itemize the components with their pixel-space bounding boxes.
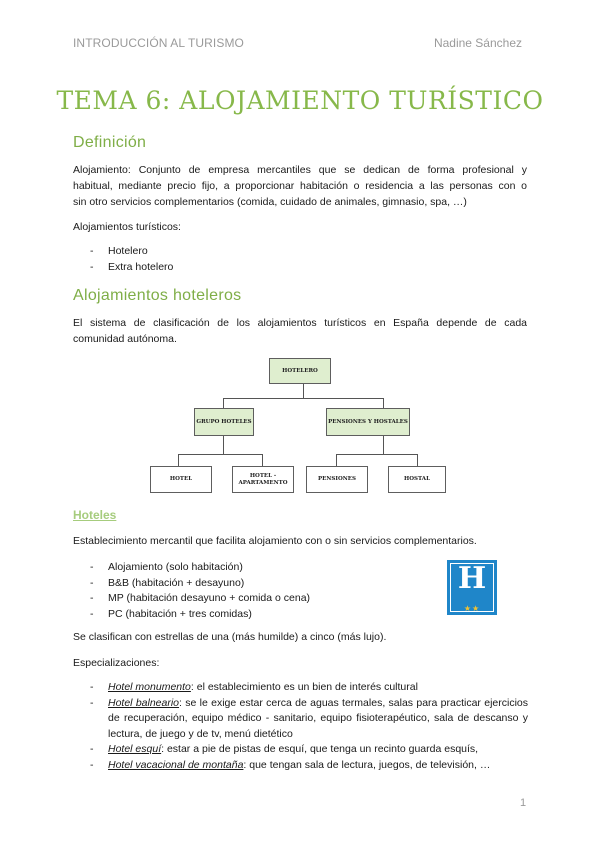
regimen-list [90, 560, 310, 622]
term-description: : estar a pie de pistas de esquí, que tenga un recinto guarda esquís, [161, 743, 479, 755]
term-hotel-esqui: Hotel esquí [108, 743, 162, 755]
list-item [90, 758, 528, 774]
connector [336, 454, 337, 466]
hoteleros-line-2: comunidad autónoma. [73, 333, 177, 345]
hotel-sign-image [447, 560, 497, 615]
diagram-node-grupo-hoteles: GRUPO HOTELES [194, 408, 254, 436]
hotel-sign-letter: H [457, 561, 487, 596]
heading-definicion: Definición [73, 134, 147, 151]
header-course-title: INTRODUCCIÓN AL TURISMO [73, 36, 244, 50]
list-item: - Alojamiento (solo habitación) [90, 560, 310, 576]
definition-line-1: Alojamiento: Conjunto de empresa mercantiles que se dedican de forma profesional y [73, 164, 527, 176]
connector [417, 454, 418, 466]
diagram-node-pensiones: PENSIONES [306, 466, 368, 493]
hoteleros-line-1: El sistema de clasificación de los alojamientos turísticos en España depende de cada [73, 317, 527, 329]
definition-line-2: habitual, mediante precio fijo, a proporcionar habitación o residencia a las personas con o [73, 180, 527, 192]
page-number: 1 [520, 797, 527, 809]
term-description: : se le exige estar cerca de aguas termales, salas para practicar ejercicios de recuperación, equipo médico - sanitario, equipo fisioterapéutico, sala de descanso y lectura, de juego y de tv, menú dietético [108, 696, 529, 740]
connector [383, 436, 384, 454]
term-description: : el establecimiento es un bien de interés cultural [190, 681, 418, 693]
list-item: - Extra hotelero [90, 260, 173, 276]
heading-hoteles: Hoteles [73, 508, 117, 522]
diagram-node-hostal: HOSTAL [388, 466, 446, 493]
term-description: : que tengan sala de lectura, juegos, de televisión, … [243, 758, 491, 771]
connector [303, 384, 304, 398]
list-item: - Hotelero [90, 244, 173, 260]
classification-diagram [148, 358, 458, 498]
term-hotel-balneario: Hotel balneario [108, 696, 180, 709]
star-icon: ★★ [463, 604, 481, 613]
connector [223, 398, 383, 399]
diagram-node-pensiones-hostales: PENSIONES Y HOSTALES [326, 408, 410, 436]
term-hotel-monumento: Hotel monumento [108, 681, 191, 693]
header-author: Nadine Sánchez [433, 36, 522, 50]
especializaciones-list [90, 680, 528, 773]
connector [383, 398, 384, 408]
list-item [90, 696, 528, 743]
diagram-node-hotel-apartamento: HOTEL - APARTAMENTO [232, 466, 294, 493]
list-item [90, 680, 528, 696]
list-item: - PC (habitación + tres comidas) [90, 607, 310, 623]
clasificacion-text: Se clasifican con estrellas de una (más humilde) a cinco (más lujo). [73, 631, 387, 643]
connector [336, 454, 417, 455]
page-title: TEMA 6: ALOJAMIENTO TURÍSTICO [56, 86, 544, 115]
connector [178, 454, 262, 455]
connector [223, 436, 224, 454]
list-item: - MP (habitación desayuno + comida o cena) [90, 591, 310, 607]
list-item: - B&B (habitación + desayuno) [90, 576, 310, 592]
definition-line-3: sin otro servicios complementarios (comida, cuidado de animales, gimnasio, spa, …) [73, 196, 467, 208]
especializaciones-label: Especializaciones: [73, 657, 160, 669]
diagram-node-hotelero: HOTELERO [269, 358, 331, 384]
term-hotel-vacacional-montana: Hotel vacacional de montaña [108, 758, 244, 771]
hoteles-description: Establecimiento mercantil que facilita alojamiento con o sin servicios complementarios. [73, 535, 477, 547]
list-item [90, 742, 528, 758]
tipos-label: Alojamientos turísticos: [73, 221, 181, 233]
diagram-node-hotel: HOTEL [150, 466, 212, 493]
heading-alojamientos-hoteleros: Alojamientos hoteleros [73, 287, 242, 304]
connector [262, 454, 263, 466]
tipos-list [90, 244, 173, 275]
connector [178, 454, 179, 466]
connector [223, 398, 224, 408]
